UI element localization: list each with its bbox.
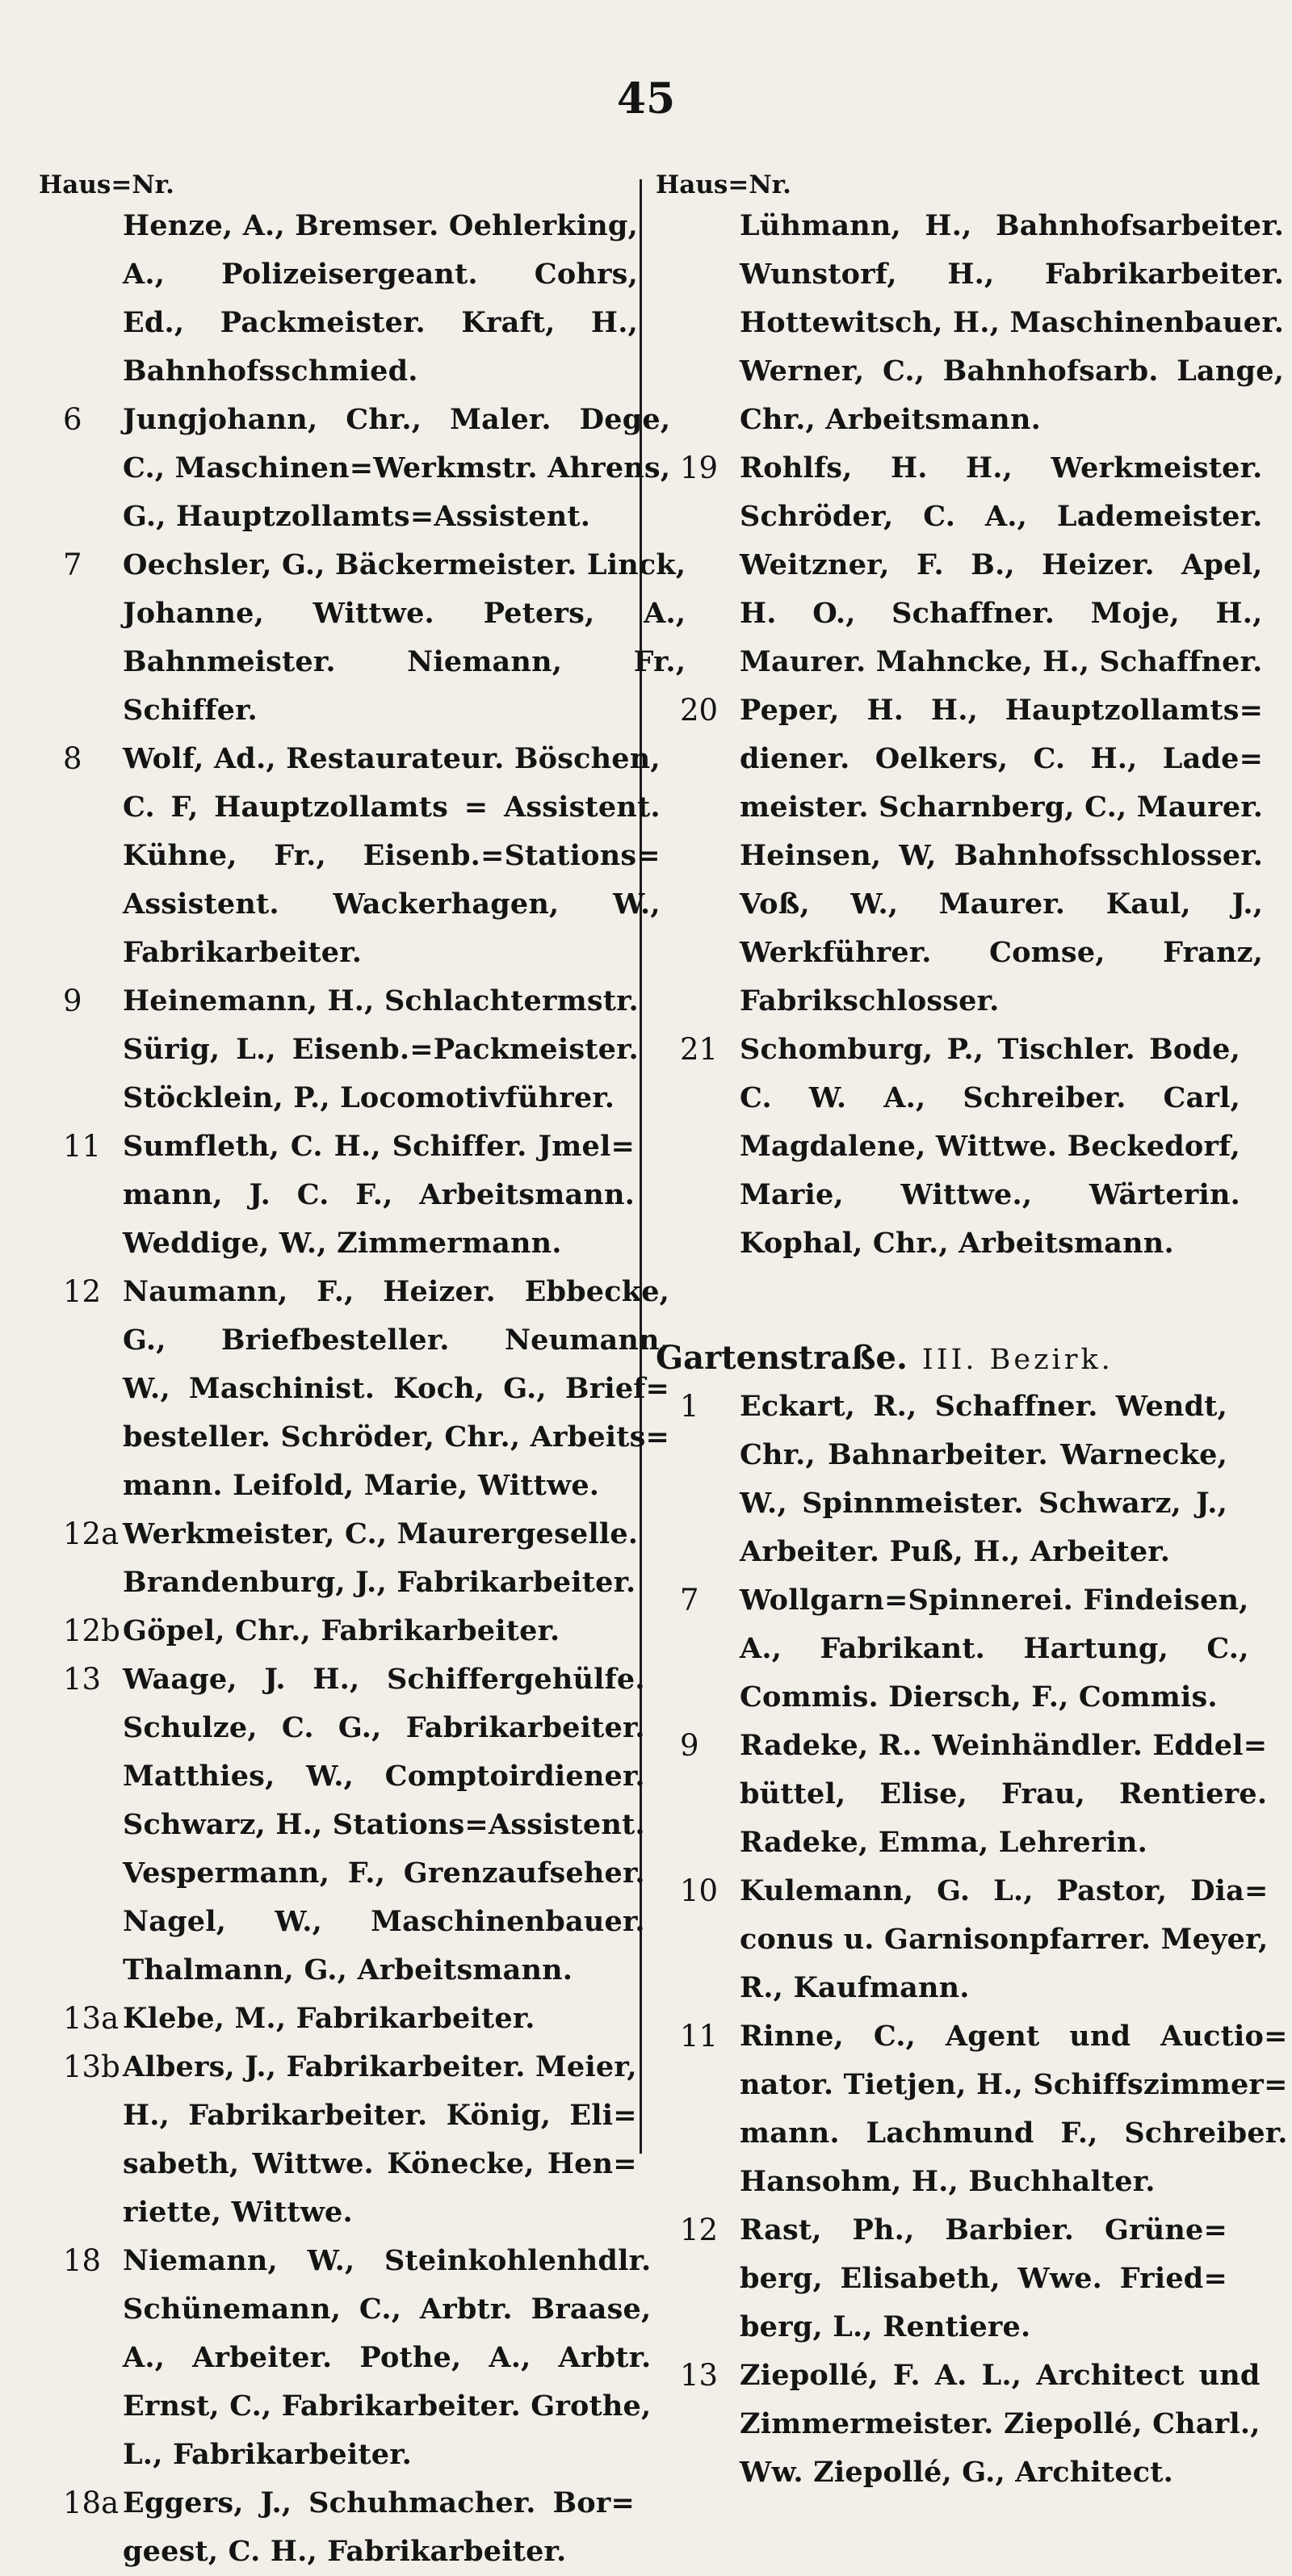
entry-line: mann. Lachmund F., Schreiber. bbox=[740, 2117, 1288, 2150]
house-number-header: Haus=Nr. bbox=[39, 170, 174, 199]
entry-line: Eggers, J., Schuhmacher. Bor= bbox=[123, 2486, 635, 2519]
entry-line: Sürig, L., Eisenb.=Packmeister. bbox=[123, 1033, 639, 1066]
directory-entry bbox=[39, 1995, 635, 2043]
entry-line: Ww. Ziepollé, G., Architect. bbox=[740, 2456, 1173, 2489]
entry-line: Ed., Packmeister. Kraft, H., bbox=[123, 306, 638, 339]
entry-text bbox=[123, 1510, 638, 1607]
entry-text bbox=[740, 686, 1263, 1026]
house-number: 21 bbox=[680, 1032, 719, 1067]
directory-entry bbox=[656, 686, 1264, 1026]
directory-entry bbox=[656, 1867, 1269, 2012]
entry-line: diener. Oelkers, C. H., Lade= bbox=[740, 742, 1264, 775]
entry-line: Kühne, Fr., Eisenb.=Stations= bbox=[123, 839, 661, 872]
house-number: 6 bbox=[63, 402, 82, 437]
entry-line: Wolf, Ad., Restaurateur. Böschen, bbox=[123, 742, 661, 775]
house-number: 13a bbox=[63, 2001, 120, 2036]
entry-line: Göpel, Chr., Fabrikarbeiter. bbox=[123, 1614, 560, 1647]
house-number: 9 bbox=[680, 1728, 699, 1763]
entry-line: Oechsler, G., Bäckermeister. Linck, bbox=[123, 548, 686, 581]
entry-line: Heinsen, W, Bahnhofsschlosser. bbox=[740, 839, 1264, 872]
entry-line: besteller. Schröder, Chr., Arbeits= bbox=[123, 1420, 670, 1454]
house-number: 19 bbox=[680, 451, 719, 485]
house-number: 13 bbox=[680, 2358, 719, 2393]
entry-text bbox=[740, 1382, 1227, 1576]
entry-line: C., Maschinen=Werkmstr. Ahrens, bbox=[123, 451, 671, 485]
entry-line: Bahnmeister. Niemann, Fr., bbox=[123, 645, 686, 678]
entry-text bbox=[740, 2206, 1227, 2352]
entry-text bbox=[123, 396, 670, 541]
entry-line: Heinemann, H., Schlachtermstr. bbox=[123, 984, 639, 1017]
entry-line: Werkführer. Comse, Franz, bbox=[740, 936, 1264, 969]
entry-line: Rinne, C., Agent und Auctio= bbox=[740, 2020, 1288, 2053]
entry-line: Ziepollé, F. A. L., Architect und bbox=[740, 2359, 1261, 2392]
house-number bbox=[39, 202, 123, 396]
page-number: 45 bbox=[616, 74, 676, 124]
directory-entry bbox=[39, 2479, 635, 2576]
entry-line: nator. Tietjen, H., Schiffszimmer= bbox=[740, 2068, 1288, 2101]
entry-line: Vespermann, F., Grenzaufseher. bbox=[123, 1856, 645, 1890]
entry-text bbox=[123, 541, 686, 735]
directory-entry bbox=[39, 1510, 639, 1607]
entry-text bbox=[740, 2012, 1288, 2206]
entry-line: Rast, Ph., Barbier. Grüne= bbox=[740, 2213, 1227, 2247]
entry-text bbox=[123, 2237, 651, 2479]
entry-line: A., Polizeisergeant. Cohrs, bbox=[123, 258, 638, 291]
entry-line: Eckart, R., Schaffner. Wendt, bbox=[740, 1390, 1227, 1423]
house-number: 8 bbox=[63, 741, 82, 776]
entry-line: Commis. Diersch, F., Commis. bbox=[740, 1680, 1218, 1714]
entry-line: Schröder, C. A., Lademeister. bbox=[740, 500, 1263, 533]
entry-line: berg, L., Rentiere. bbox=[740, 2310, 1031, 2343]
entry-text bbox=[123, 2479, 635, 2576]
entry-line: Schomburg, P., Tischler. Bode, bbox=[740, 1033, 1240, 1066]
entry-text bbox=[740, 1576, 1249, 1722]
directory-entry bbox=[656, 444, 1263, 686]
house-number-header: Haus=Nr. bbox=[656, 170, 791, 199]
entry-line: Hansohm, H., Buchhalter. bbox=[740, 2165, 1156, 2198]
directory-entry bbox=[656, 1382, 1227, 1576]
entry-line: Sumfleth, C. H., Schiffer. Jmel= bbox=[123, 1130, 635, 1163]
entry-line: Weitzner, F. B., Heizer. Apel, bbox=[740, 548, 1263, 581]
house-number: 10 bbox=[680, 1873, 719, 1908]
entry-line: Jungjohann, Chr., Maler. Dege, bbox=[123, 403, 671, 436]
house-number: 12 bbox=[680, 2213, 719, 2247]
entry-line: conus u. Garnisonpfarrer. Meyer, bbox=[740, 1923, 1269, 1956]
entry-text bbox=[123, 1122, 635, 1268]
directory-entry bbox=[39, 977, 639, 1122]
entry-line: Rohlfs, H. H., Werkmeister. bbox=[740, 451, 1263, 485]
directory-entry bbox=[656, 1722, 1268, 1867]
entry-line: Wunstorf, H., Fabrikarbeiter. bbox=[740, 258, 1285, 291]
entry-line: Bahnhofsschmied. bbox=[123, 355, 418, 388]
directory-entry bbox=[656, 1576, 1249, 1722]
entry-line: H. O., Schaffner. Moje, H., bbox=[740, 597, 1263, 630]
house-number: 11 bbox=[680, 2019, 719, 2054]
entry-line: Kophal, Chr., Arbeitsmann. bbox=[740, 1227, 1174, 1260]
entry-line: Maurer. Mahncke, H., Schaffner. bbox=[740, 645, 1263, 678]
entry-line: Voß, W., Maurer. Kaul, J., bbox=[740, 887, 1264, 921]
left-entries bbox=[39, 202, 686, 2576]
entry-line: mann, J. C. F., Arbeitsmann. bbox=[123, 1178, 635, 1211]
entry-line: berg, Elisabeth, Wwe. Fried= bbox=[740, 2262, 1227, 2295]
entry-line: A., Arbeiter. Pothe, A., Arbtr. bbox=[123, 2341, 652, 2374]
entry-line: W., Spinnmeister. Schwarz, J., bbox=[740, 1487, 1227, 1520]
entry-line: Radeke, Emma, Lehrerin. bbox=[740, 1826, 1147, 1859]
directory-entry bbox=[39, 1655, 645, 1995]
entry-line: Peper, H. H., Hauptzollamts= bbox=[740, 694, 1264, 727]
entry-line: Schwarz, H., Stations=Assistent. bbox=[123, 1808, 645, 1841]
directory-entry bbox=[656, 1026, 1240, 1268]
entry-text bbox=[740, 1867, 1269, 2012]
street-name: Gartenstraße. bbox=[656, 1339, 908, 1377]
directory-entry bbox=[656, 2206, 1227, 2352]
entry-line: Nagel, W., Maschinenbauer. bbox=[123, 1905, 645, 1938]
entry-line: Fabrikschlosser. bbox=[740, 984, 1000, 1017]
entry-text bbox=[123, 2043, 637, 2237]
directory-entry bbox=[656, 2352, 1261, 2497]
entry-line: Wollgarn=Spinnerei. Findeisen, bbox=[740, 1584, 1249, 1617]
entry-line: Schiffer. bbox=[123, 694, 258, 727]
entry-line: Magdalene, Wittwe. Beckedorf, bbox=[740, 1130, 1240, 1163]
entry-line: Niemann, W., Steinkohlenhdlr. bbox=[123, 2244, 652, 2277]
entry-line: büttel, Elise, Frau, Rentiere. bbox=[740, 1777, 1268, 1810]
entry-text bbox=[740, 202, 1284, 444]
entry-line: G., Hauptzollamts=Assistent. bbox=[123, 500, 591, 533]
directory-entry bbox=[39, 202, 638, 396]
entry-line: mann. Leifold, Marie, Wittwe. bbox=[123, 1469, 600, 1502]
entry-text bbox=[740, 1026, 1240, 1268]
entry-line: Waage, J. H., Schiffergehülfe. bbox=[123, 1663, 645, 1696]
entry-text bbox=[740, 1722, 1267, 1867]
entry-line: Marie, Wittwe., Wärterin. bbox=[740, 1178, 1240, 1211]
house-number: 12b bbox=[63, 1613, 120, 1648]
entry-line: Schulze, C. G., Fabrikarbeiter. bbox=[123, 1711, 645, 1744]
entry-line: Radeke, R.. Weinhändler. Eddel= bbox=[740, 1729, 1268, 1762]
entry-line: Thalmann, G., Arbeitsmann. bbox=[123, 1953, 573, 1987]
entry-line: Chr., Arbeitsmann. bbox=[740, 403, 1041, 436]
entry-text bbox=[740, 444, 1262, 686]
house-number: 12a bbox=[63, 1517, 120, 1551]
house-number: 1 bbox=[680, 1389, 699, 1424]
house-number: 18 bbox=[63, 2243, 102, 2278]
directory-entry bbox=[39, 541, 686, 735]
entry-line: Henze, A., Bremser. Oehlerking, bbox=[123, 209, 638, 242]
directory-entry bbox=[39, 735, 661, 977]
directory-entry bbox=[39, 396, 671, 541]
entry-line: H., Fabrikarbeiter. König, Eli= bbox=[123, 2099, 637, 2132]
entry-line: riette, Wittwe. bbox=[123, 2196, 353, 2229]
directory-entry bbox=[656, 2012, 1288, 2206]
right-column bbox=[656, 168, 1288, 2497]
directory-entry bbox=[39, 1268, 670, 1510]
entry-line: Ernst, C., Fabrikarbeiter. Grothe, bbox=[123, 2389, 652, 2423]
entry-line: R., Kaufmann. bbox=[740, 1971, 970, 2004]
entry-line: Arbeiter. Puß, H., Arbeiter. bbox=[740, 1535, 1171, 1568]
left-column bbox=[39, 168, 686, 2576]
entry-line: Chr., Bahnarbeiter. Warnecke, bbox=[740, 1438, 1227, 1471]
house-number: 7 bbox=[63, 548, 82, 582]
house-number: 7 bbox=[680, 1583, 699, 1617]
entry-text bbox=[123, 1995, 635, 2043]
entry-text bbox=[740, 2352, 1261, 2497]
entry-line: meister. Scharnberg, C., Maurer. bbox=[740, 791, 1264, 824]
entry-line: Assistent. Wackerhagen, W., bbox=[123, 887, 661, 921]
entry-line: Naumann, F., Heizer. Ebbecke, bbox=[123, 1275, 670, 1308]
right-entries bbox=[656, 202, 1285, 1268]
entry-text bbox=[123, 202, 638, 396]
directory-entry bbox=[656, 202, 1285, 444]
entry-line: C. F, Hauptzollamts = Assistent. bbox=[123, 791, 661, 824]
entry-line: geest, C. H., Fabrikarbeiter. bbox=[123, 2535, 567, 2568]
house-number: 18a bbox=[63, 2486, 120, 2520]
entry-text bbox=[123, 735, 661, 977]
entry-text bbox=[123, 977, 639, 1122]
district-label: III. Bezirk. bbox=[921, 1344, 1114, 1376]
entry-line: Hottewitsch, H., Maschinenbauer. bbox=[740, 306, 1285, 339]
entry-line: Zimmermeister. Ziepollé, Charl., bbox=[740, 2407, 1261, 2440]
entry-line: Stöcklein, P., Locomotivführer. bbox=[123, 1081, 615, 1114]
entry-line: A., Fabrikant. Hartung, C., bbox=[740, 1632, 1249, 1665]
entry-line: Weddige, W., Zimmermann. bbox=[123, 1227, 562, 1260]
house-number: 11 bbox=[63, 1129, 102, 1164]
entry-line: Fabrikarbeiter. bbox=[123, 936, 363, 969]
entry-line: Werner, C., Bahnhofsarb. Lange, bbox=[740, 355, 1285, 388]
entry-line: Lühmann, H., Bahnhofsarbeiter. bbox=[740, 209, 1285, 242]
directory-entry bbox=[39, 1122, 635, 1268]
entry-text bbox=[123, 1268, 669, 1510]
entry-line: G., Briefbesteller. Neumann, bbox=[123, 1324, 670, 1357]
entry-line: Schünemann, C., Arbtr. Braase, bbox=[123, 2293, 652, 2326]
entry-line: L., Fabrikarbeiter. bbox=[123, 2438, 413, 2471]
entry-line: Johanne, Wittwe. Peters, A., bbox=[123, 597, 686, 630]
entry-line: Kulemann, G. L., Pastor, Dia= bbox=[740, 1874, 1269, 1907]
entry-line: Brandenburg, J., Fabrikarbeiter. bbox=[123, 1566, 636, 1599]
house-number: 20 bbox=[680, 693, 719, 728]
house-number: 9 bbox=[63, 984, 82, 1018]
house-number: 13 bbox=[63, 1662, 102, 1697]
entry-line: Klebe, M., Fabrikarbeiter. bbox=[123, 2002, 535, 2035]
directory-entry bbox=[39, 1607, 635, 1655]
house-number bbox=[656, 202, 740, 444]
section-entries bbox=[656, 1382, 1288, 2497]
entry-line: Werkmeister, C., Maurergeselle. bbox=[123, 1517, 639, 1550]
entry-line: Matthies, W., Comptoirdiener. bbox=[123, 1760, 645, 1793]
entry-text bbox=[123, 1655, 645, 1995]
section-heading bbox=[656, 1334, 1227, 1382]
directory-entry bbox=[39, 2043, 635, 2237]
entry-text bbox=[123, 1607, 635, 1655]
directory-entry bbox=[39, 2237, 652, 2479]
entry-line: W., Maschinist. Koch, G., Brief= bbox=[123, 1372, 670, 1405]
entry-line: sabeth, Wittwe. Könecke, Hen= bbox=[123, 2147, 637, 2180]
entry-line: Albers, J., Fabrikarbeiter. Meier, bbox=[123, 2050, 637, 2083]
house-number: 12 bbox=[63, 1274, 102, 1309]
entry-line: C. W. A., Schreiber. Carl, bbox=[740, 1081, 1240, 1114]
house-number: 13b bbox=[63, 2049, 120, 2084]
